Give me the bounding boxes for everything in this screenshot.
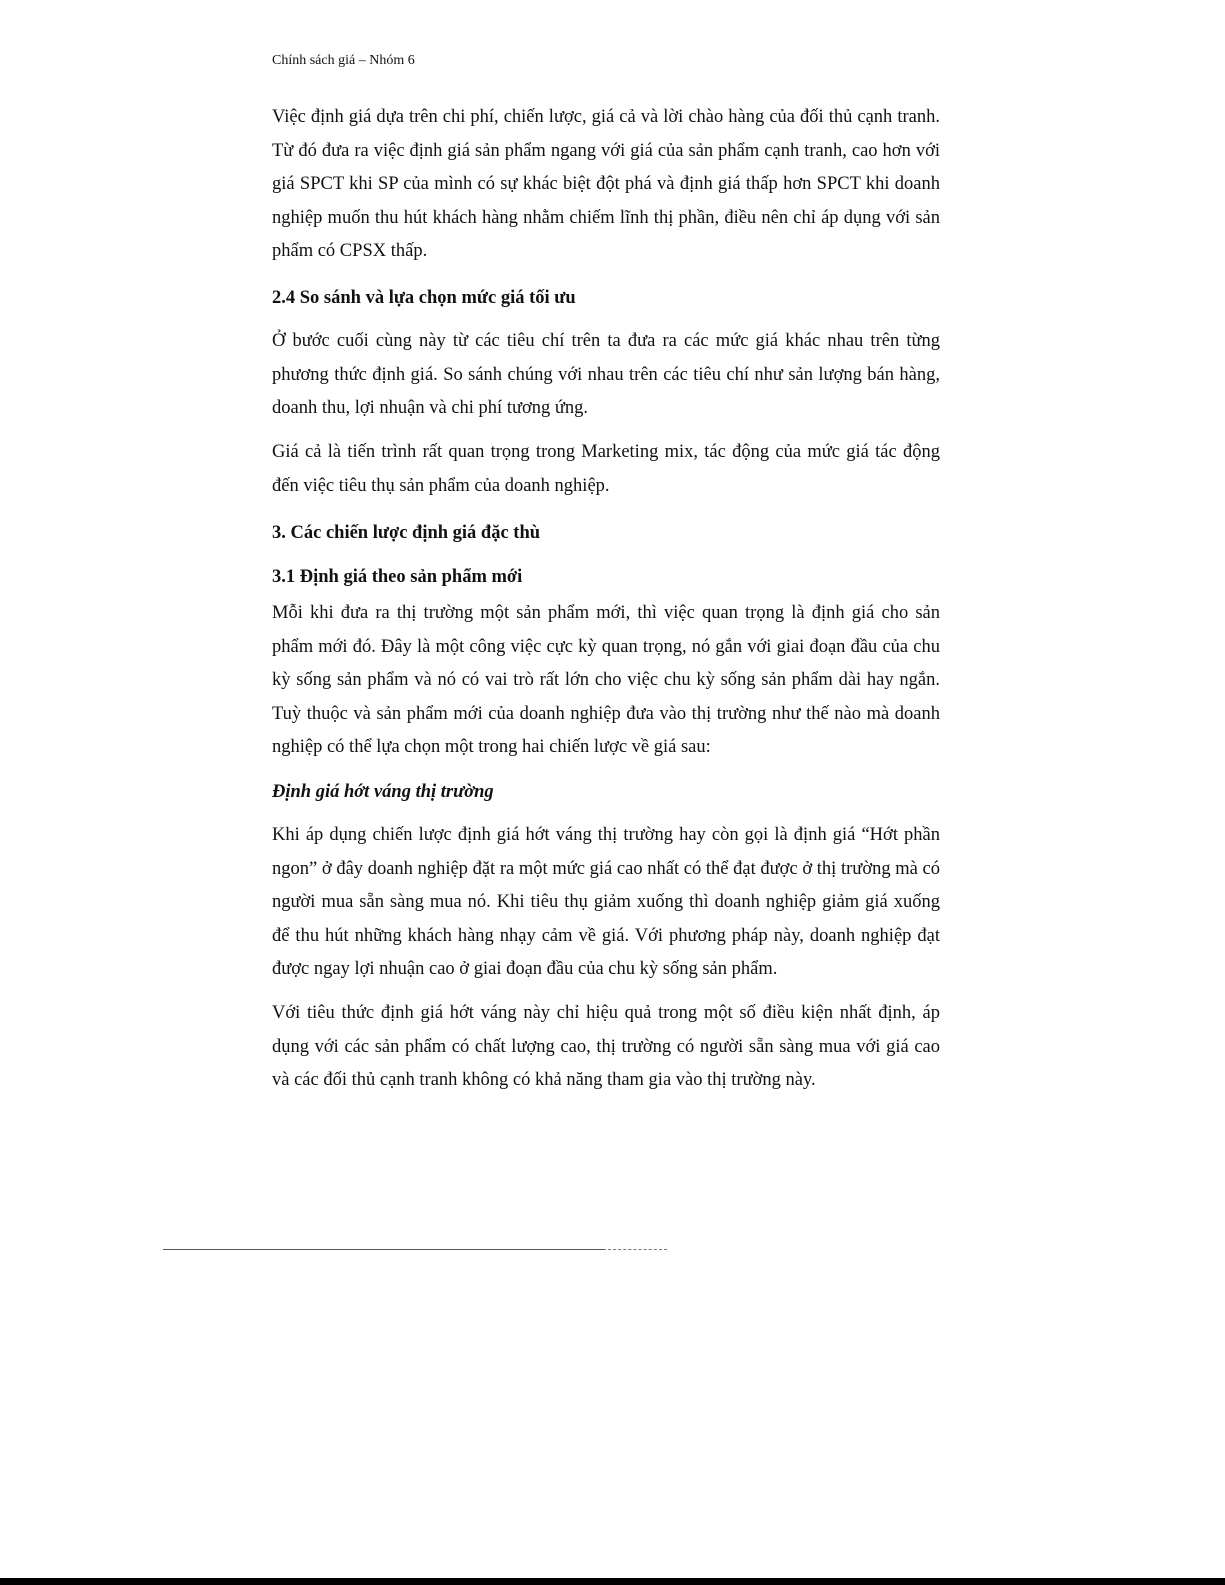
paragraph-skimming-conditions: Với tiêu thức định giá hớt váng này chỉ hiệu quả trong một số điều kiện nhất định, áp dụng với các sản phẩm có chất lượng cao, thị trường có người sẵn sàng mua với giá cao và các đối thủ cạnh tranh không có khả năng tham gia vào thị trường này.	[272, 1003, 940, 1090]
paragraph-skimming-description: Khi áp dụng chiến lược định giá hớt váng thị trường hay còn gọi là định giá “Hớt phần ngon” ở đây doanh nghiệp đặt ra một mức giá cao nhất có thể đạt được ở thị trường mà có người mua sẵn sàng mua nó. Khi tiêu thụ giảm xuống thì doanh nghiệp giảm giá xuống để thu hút những khách hàng nhạy cảm về giá. Với phương pháp này, doanh nghiệp đạt được ngay lợi nhuận cao ở giai đoạn đầu của chu kỳ sống sản phẩm.	[272, 825, 940, 979]
paragraph-competitor-pricing: Việc định giá dựa trên chi phí, chiến lược, giá cả và lời chào hàng của đối thủ cạnh tranh. Từ đó đưa ra việc định giá sản phẩm ngang với giá của sản phẩm cạnh tranh, cao hơn với giá SPCT khi SP của mình có sự khác biệt đột phá và định giá thấp hơn SPCT khi doanh nghiệp muốn thu hút khách hàng nhằm chiếm lĩnh thị phần, điều nên chỉ áp dụng với sản phẩm có CPSX thấp.	[272, 107, 940, 261]
running-header: Chính sách giá – Nhóm 6	[272, 53, 415, 68]
section-heading-2-4: 2.4 So sánh và lựa chọn mức giá tối ưu	[272, 288, 576, 308]
section-heading-3-1: 3.1 Định giá theo sản phẩm mới	[272, 567, 523, 587]
page-bottom-edge	[0, 1578, 1225, 1585]
section-heading-3: 3. Các chiến lược định giá đặc thù	[272, 523, 541, 543]
footnote-separator	[163, 1249, 603, 1250]
paragraph-marketing-mix: Giá cả là tiến trình rất quan trọng trong Marketing mix, tác động của mức giá tác động đến việc tiêu thụ sản phẩm của doanh nghiệp.	[272, 442, 940, 496]
paragraph-compare-prices: Ở bước cuối cùng này từ các tiêu chí trên ta đưa ra các mức giá khác nhau trên từng phương thức định giá. So sánh chúng với nhau trên các tiêu chí như sản lượng bán hàng, doanh thu, lợi nhuận và chi phí tương ứng.	[272, 331, 940, 418]
subheading-skimming-pricing: Định giá hớt váng thị trường	[272, 782, 494, 802]
footnote-separator-tail	[603, 1249, 667, 1250]
paragraph-new-product-pricing: Mỗi khi đưa ra thị trường một sản phẩm mới, thì việc quan trọng là định giá cho sản phẩm mới đó. Đây là một công việc cực kỳ quan trọng, nó gắn với giai đoạn đầu của chu kỳ sống sản phẩm và nó có vai trò rất lớn cho việc chu kỳ sống sản phẩm dài hay ngắn. Tuỳ thuộc và sản phẩm mới của doanh nghiệp đưa vào thị trường như thế nào mà doanh nghiệp có thể lựa chọn một trong hai chiến lược về giá sau:	[272, 603, 940, 757]
